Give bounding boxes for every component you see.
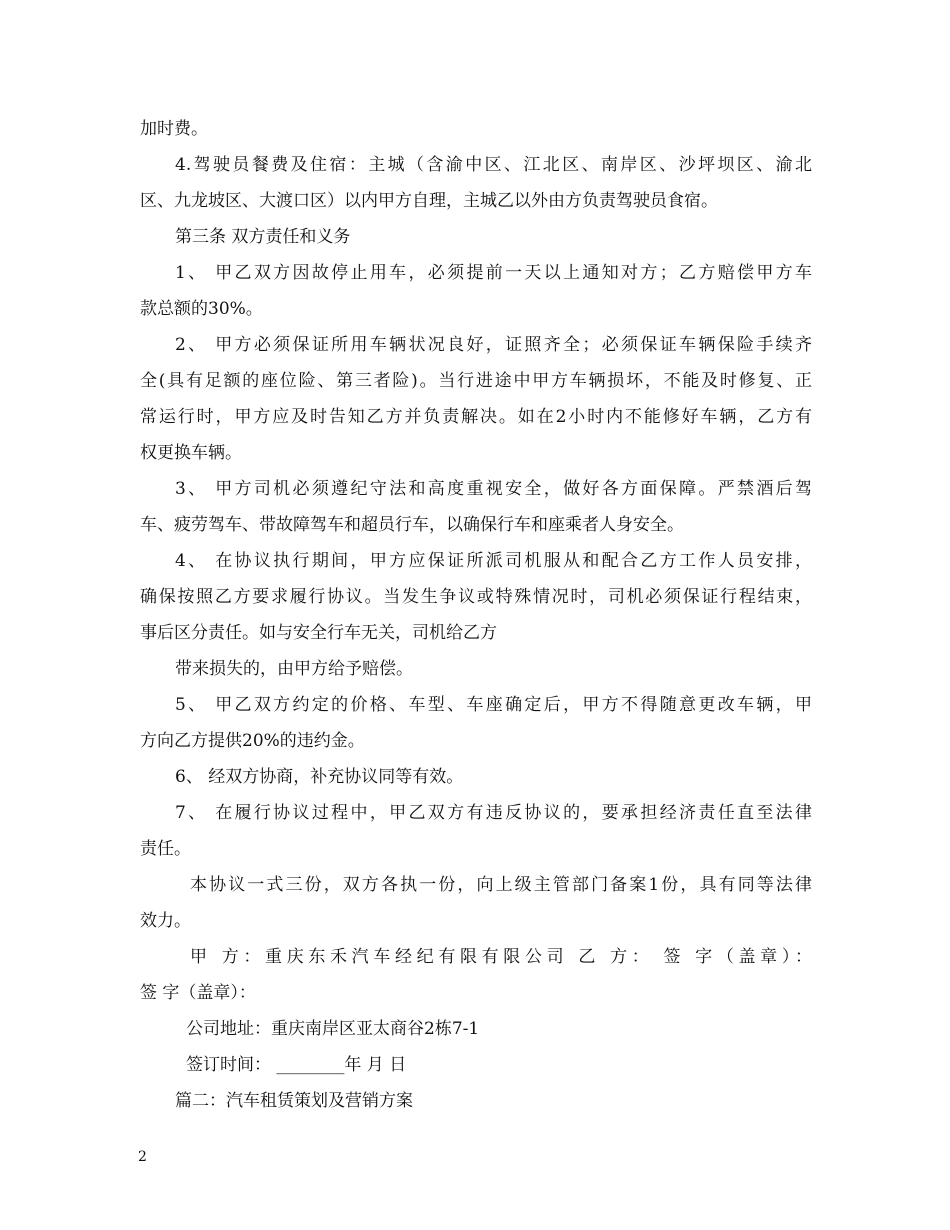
text-line: 7、 在履行协议过程中，甲乙双方有违反协议的，要承担经济责任直至法律: [175, 803, 812, 823]
text-line: 权更换车辆。: [140, 443, 242, 463]
page-number: 2: [138, 1149, 147, 1165]
signature-line: 签 字（盖章）：: [140, 983, 256, 1003]
text-line: 4.驾驶员餐费及住宿：主城（含渝中区、江北区、南岸区、沙坪坝区、渝北: [175, 155, 812, 175]
text-line: 效力。: [140, 911, 191, 931]
text-line: 事后区分责任。如与安全行车无关，司机给乙方: [140, 623, 497, 643]
text-line: 方向乙方提供20%的违约金。: [140, 731, 365, 751]
text-line: 4、 在协议执行期间，甲方应保证所派司机服从和配合乙方工作人员安排，: [175, 551, 812, 571]
text-line: 带来损失的，由甲方给予赔偿。: [175, 659, 413, 679]
text-line: 加时费。: [140, 119, 208, 139]
text-line: 责任。: [140, 839, 191, 859]
signing-date: 签订时间： ________年 月 日: [186, 1055, 407, 1075]
text-line: 3、 甲方司机必须遵纪守法和高度重视安全，做好各方面保障。严禁酒后驾: [175, 479, 812, 499]
text-line: 确保按照乙方要求履行协议。当发生争议或特殊情况时，司机必须保证行程结束，: [140, 587, 812, 607]
next-section-title: 篇二：汽车租赁策划及营销方案: [175, 1091, 413, 1111]
text-line: 款总额的30%。: [140, 299, 263, 319]
text-line: 常运行时，甲方应及时告知乙方并负责解决。如在2小时内不能修好车辆，乙方有: [140, 407, 812, 427]
section-heading: 第三条 双方责任和义务: [175, 227, 351, 247]
signature-party-line: 甲 方：重庆东禾汽车经纪有限有限公司 乙 方： 签 字（盖章）：: [190, 947, 812, 967]
text-line: 6、 经双方协商，补充协议同等有效。: [175, 767, 464, 787]
text-line: 区、九龙坡区、大渡口区）以内甲方自理，主城乙以外由方负责驾驶员食宿。: [140, 191, 718, 211]
text-line: 2、 甲方必须保证所用车辆状况良好，证照齐全；必须保证车辆保险手续齐: [175, 335, 812, 355]
text-line: 1、 甲乙双方因故停止用车，必须提前一天以上通知对方；乙方赔偿甲方车: [175, 263, 812, 283]
text-line: 5、 甲乙双方约定的价格、车型、车座确定后，甲方不得随意更改车辆，甲: [175, 695, 812, 715]
company-address: 公司地址：重庆南岸区亚太商谷2栋7-1: [186, 1019, 480, 1039]
text-line: 本协议一式三份，双方各执一份，向上级主管部门备案1份，具有同等法律: [190, 875, 812, 895]
text-line: 全(具有足额的座位险、第三者险)。当行进途中甲方车辆损坏，不能及时修复、正: [140, 371, 812, 391]
text-line: 车、疲劳驾车、带故障驾车和超员行车，以确保行车和座乘者人身安全。: [140, 515, 684, 535]
